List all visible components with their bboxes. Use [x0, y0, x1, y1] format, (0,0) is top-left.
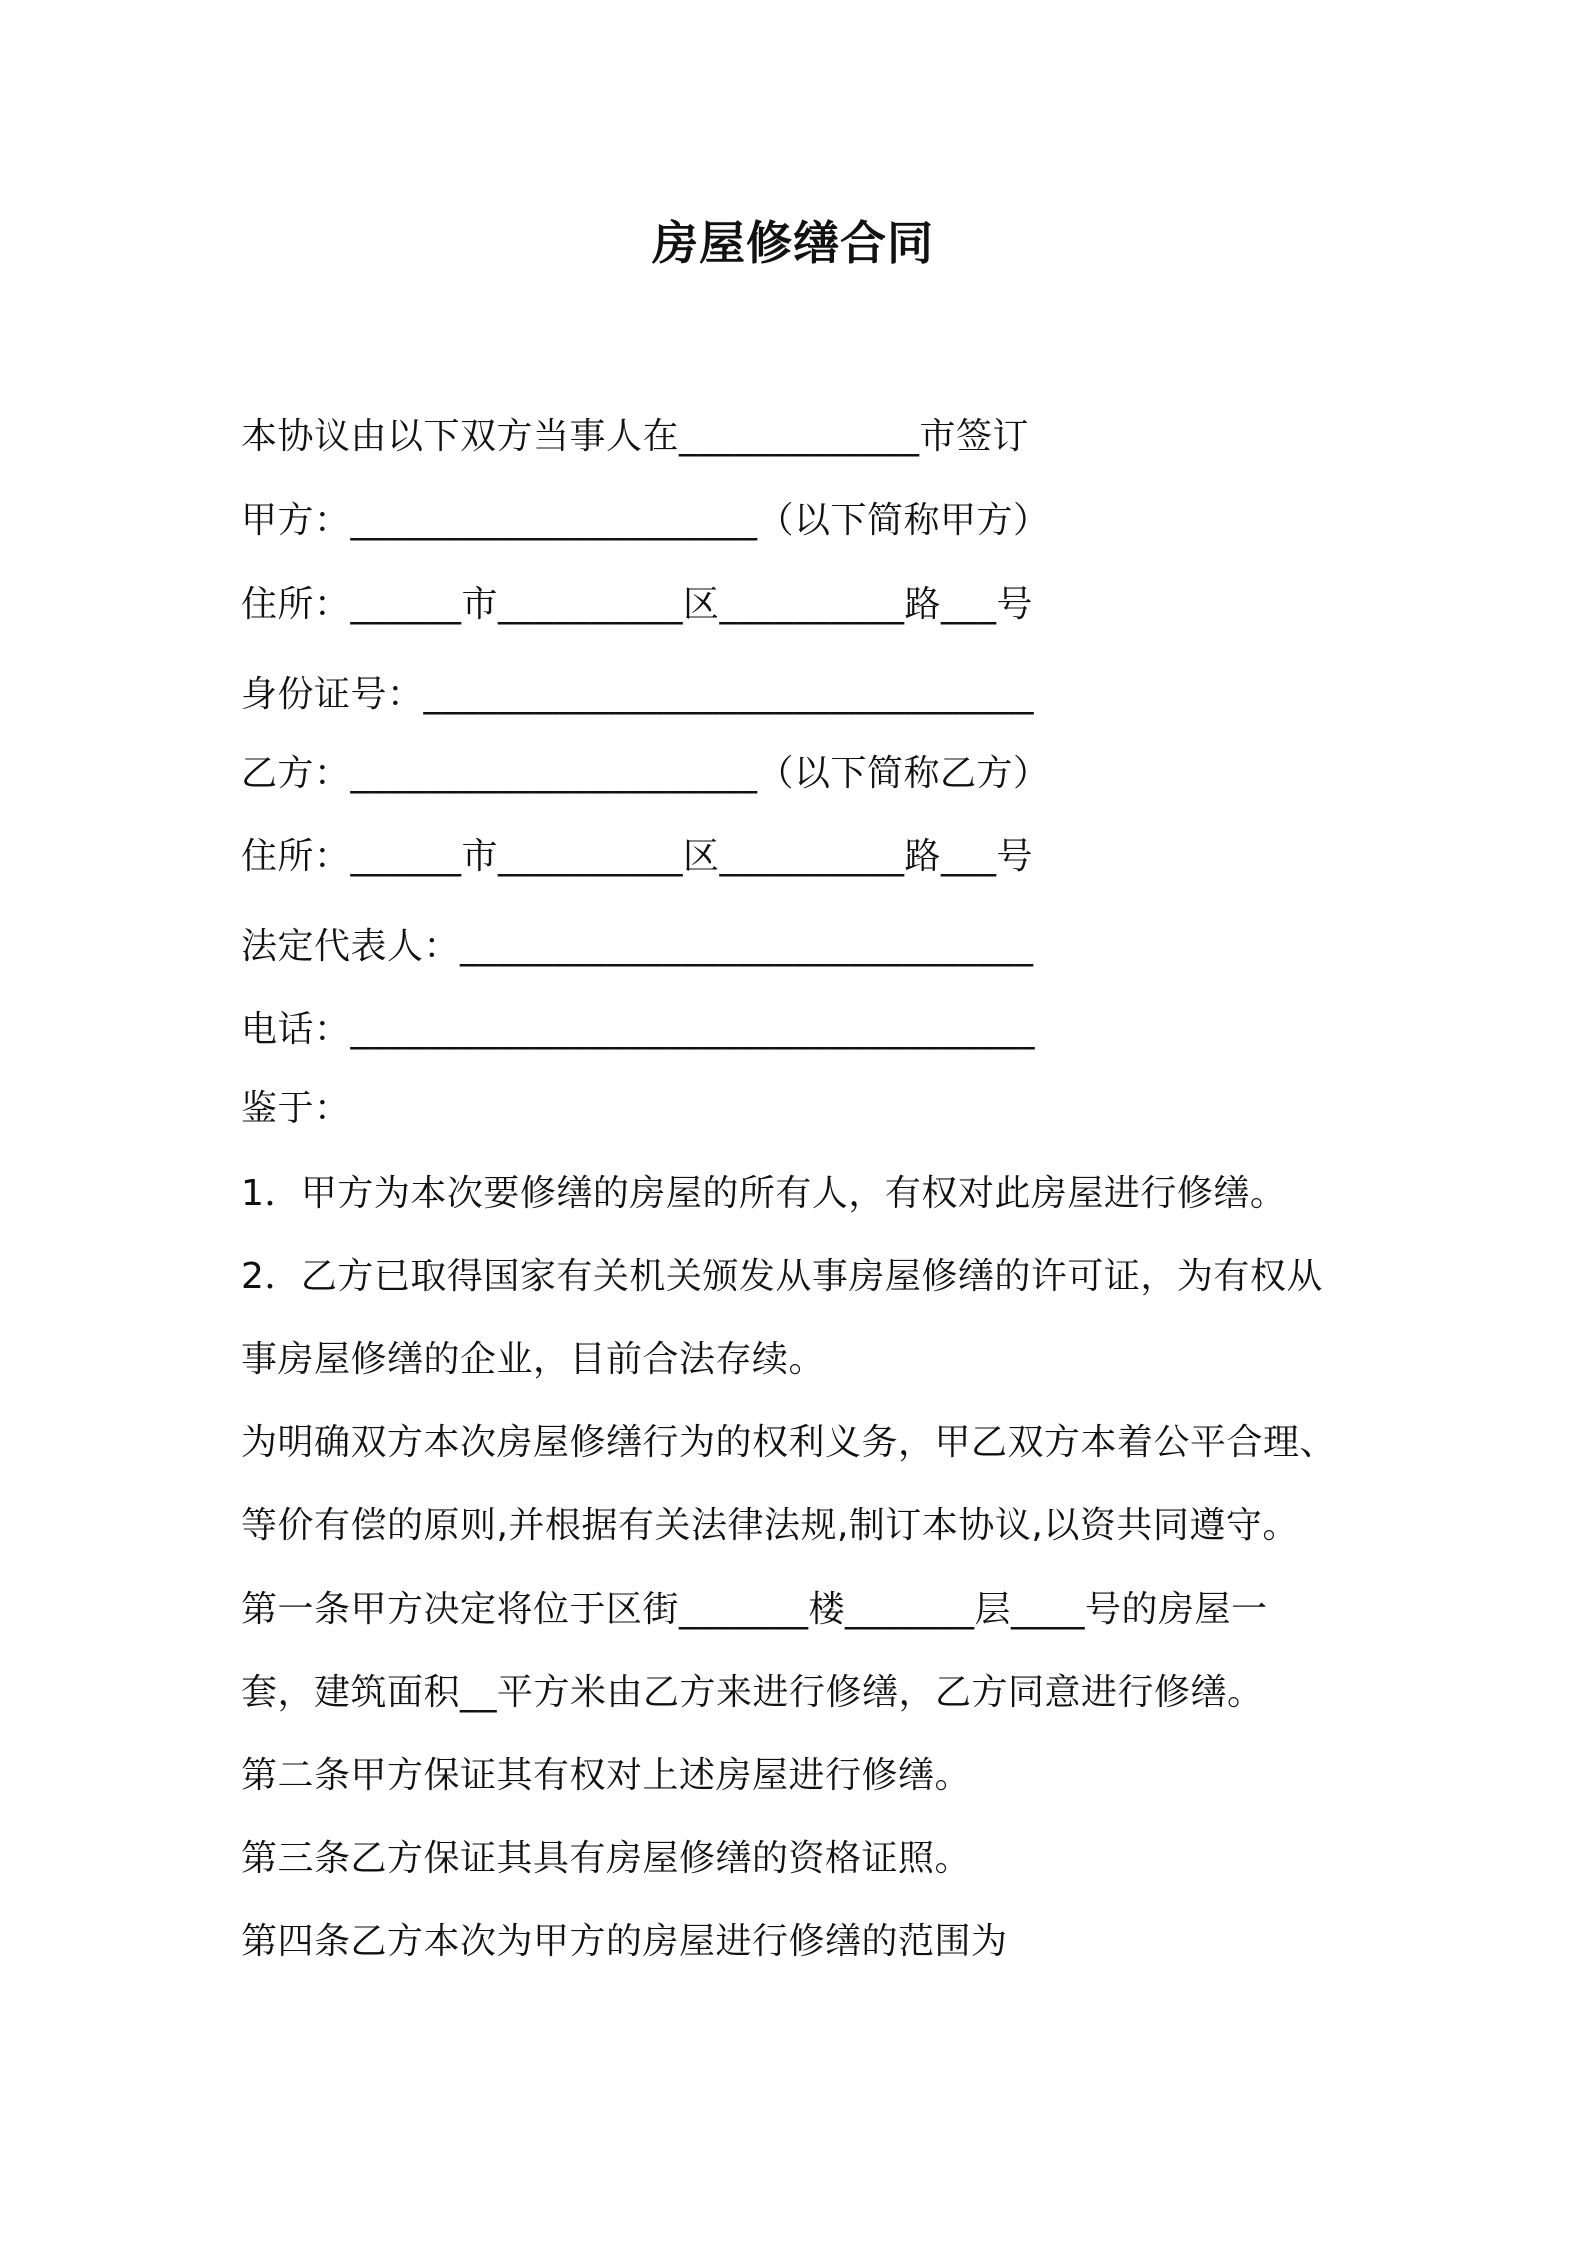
intro-signing-city-line: 本协议由以下双方当事人在_____________市签订 [241, 416, 1030, 457]
whereas-heading: 鉴于： [241, 1088, 351, 1129]
article-4: 第四条乙方本次为甲方的房屋进行修缮的范围为 [241, 1921, 1008, 1962]
whereas-item-2-continued: 事房屋修缮的企业，目前合法存续。 [241, 1339, 826, 1380]
party-b-legal-rep-line: 法定代表人：_______________________________ [241, 926, 1034, 967]
party-a-address-line: 住所：______市__________区__________路___号 [241, 584, 1034, 625]
party-a-id-number-line: 身份证号：_________________________________ [241, 674, 1035, 715]
phone-line: 电话：_____________________________________ [241, 1009, 1036, 1050]
purpose-paragraph: 为明确双方本次房屋修缮行为的权利义务，甲乙双方本着公平合理、 [241, 1422, 1337, 1463]
article-2: 第二条甲方保证其有权对上述房屋进行修缮。 [241, 1755, 972, 1796]
whereas-item-2: 2．乙方已取得国家有关机关颁发从事房屋修缮的许可证，为有权从 [241, 1256, 1323, 1297]
article-1-continued: 套，建筑面积__平方米由乙方来进行修缮，乙方同意进行修缮。 [241, 1672, 1264, 1713]
party-b-address-line: 住所：______市__________区__________路___号 [241, 836, 1034, 877]
purpose-paragraph-continued: 等价有偿的原则,并根据有关法律法规,制订本协议,以资共同遵守。 [241, 1505, 1299, 1546]
party-a-name-line: 甲方：______________________（以下简称甲方） [241, 500, 1050, 541]
article-3: 第三条乙方保证其具有房屋修缮的资格证照。 [241, 1838, 972, 1879]
document-title: 房屋修缮合同 [652, 216, 934, 270]
article-1: 第一条甲方决定将位于区街_______楼_______层____号的房屋一 [241, 1589, 1268, 1630]
party-b-name-line: 乙方：______________________（以下简称乙方） [241, 753, 1050, 794]
whereas-item-1: 1．甲方为本次要修缮的房屋的所有人，有权对此房屋进行修缮。 [241, 1173, 1287, 1214]
